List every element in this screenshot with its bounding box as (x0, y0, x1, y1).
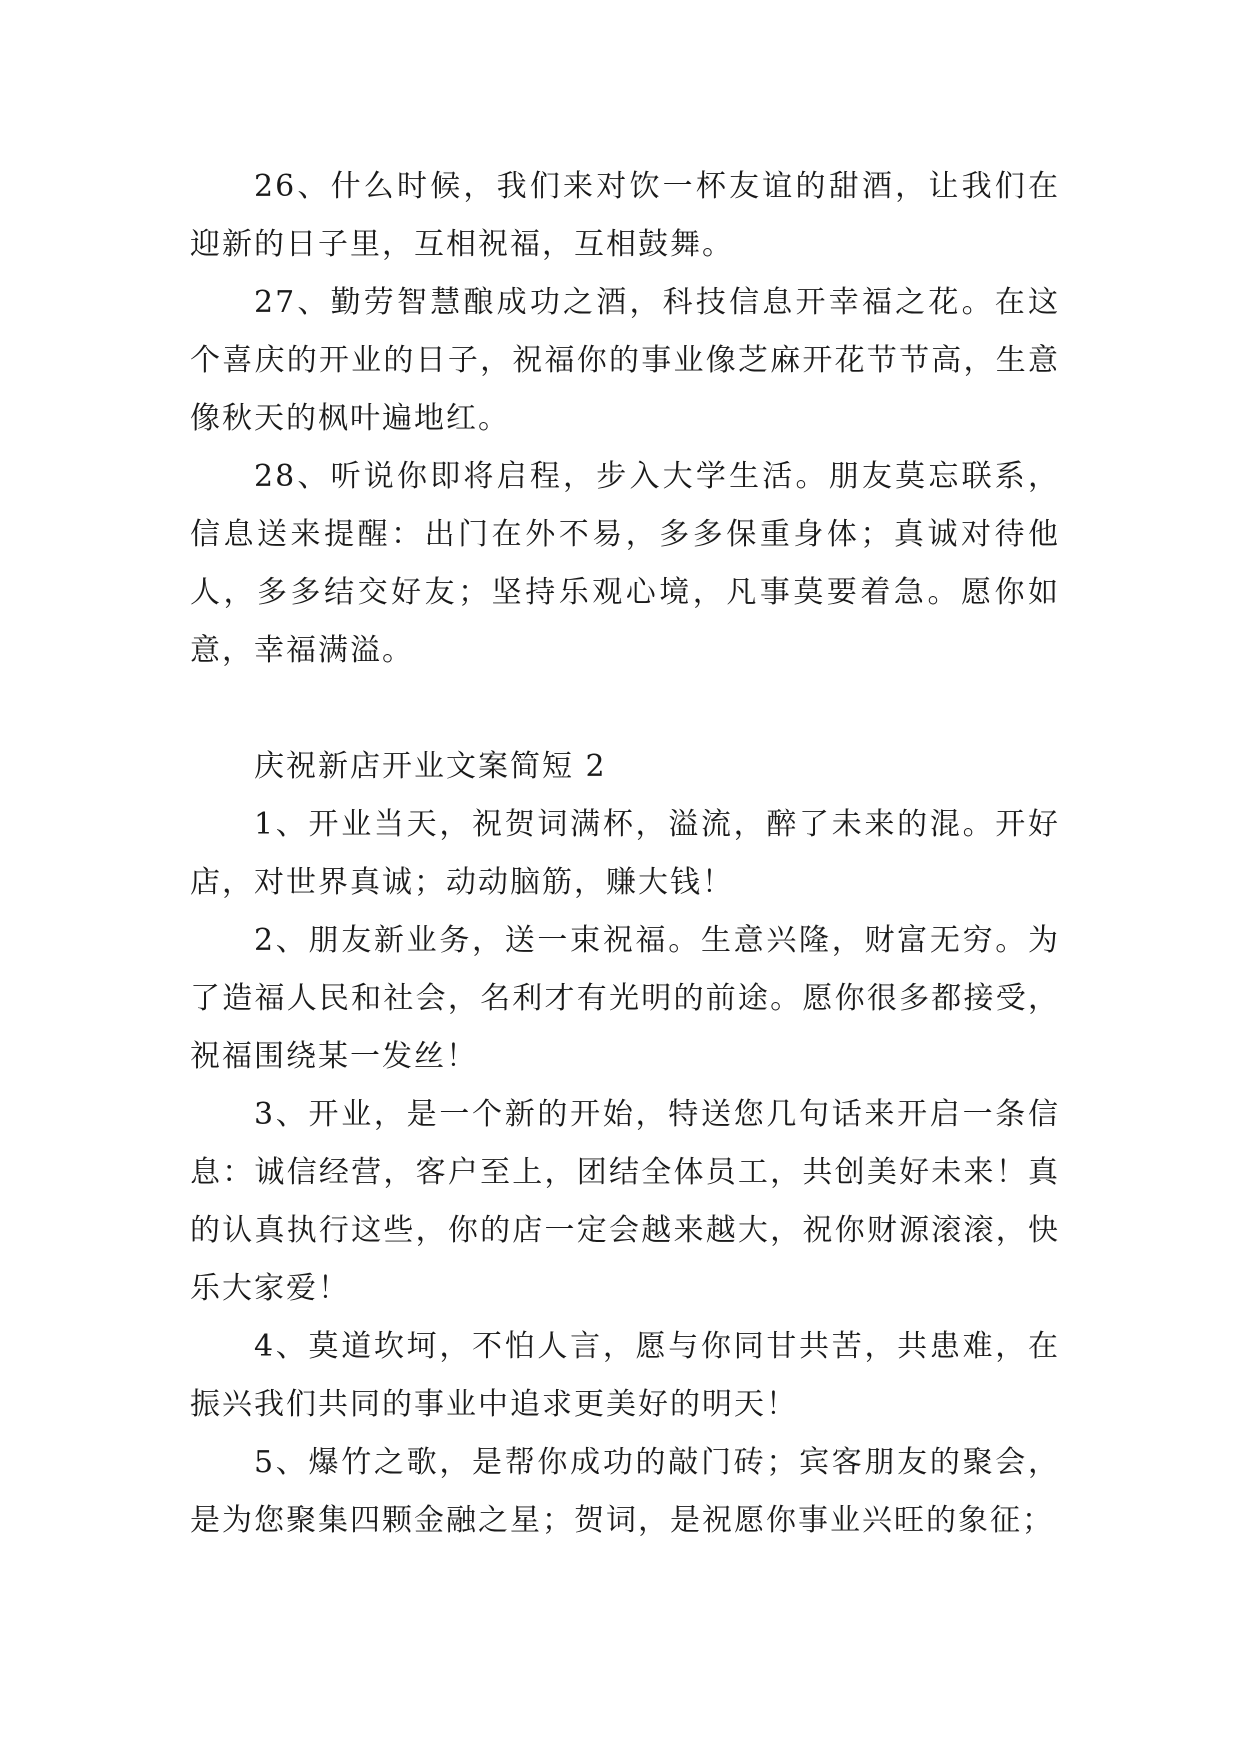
paragraph-28: 28、听说你即将启程，步入大学生活。朋友莫忘联系，信息送来提醒：出门在外不易，多多保重身体；真诚对待他人，多多结交好友；坚持乐观心境，凡事莫要着急。愿你如意，幸福满溢。 (190, 459, 1060, 668)
paragraph-1: 1、开业当天，祝贺词满杯，溢流，醉了未来的混。开好店，对世界真诚；动动脑筋，赚大钱！ (190, 807, 1060, 900)
section-heading: 庆祝新店开业文案简短 2 (254, 749, 607, 784)
paragraph-2: 2、朋友新业务，送一束祝福。生意兴隆，财富无穷。为了造福人民和社会，名利才有光明的前途。愿你很多都接受，祝福围绕某一发丝！ (190, 923, 1060, 1074)
paragraph-5: 5、爆竹之歌，是帮你成功的敲门砖；宾客朋友的聚会，是为您聚集四颗金融之星；贺词，是祝愿你事业兴旺的象征； (190, 1445, 1060, 1538)
paragraph-3: 3、开业，是一个新的开始，特送您几句话来开启一条信息：诚信经营，客户至上，团结全体员工，共创美好未来！真的认真执行这些，你的店一定会越来越大，祝你财源滚滚，快乐大家爱！ (190, 1097, 1060, 1306)
document-body (190, 158, 1060, 1550)
paragraph-27: 27、勤劳智慧酿成功之酒，科技信息开幸福之花。在这个喜庆的开业的日子，祝福你的事业像芝麻开花节节高，生意像秋天的枫叶遍地红。 (190, 285, 1060, 436)
paragraph-4: 4、莫道坎坷，不怕人言，愿与你同甘共苦，共患难，在振兴我们共同的事业中追求更美好的明天！ (190, 1329, 1060, 1422)
paragraph-26: 26、什么时候，我们来对饮一杯友谊的甜酒，让我们在迎新的日子里，互相祝福，互相鼓舞。 (190, 169, 1060, 262)
